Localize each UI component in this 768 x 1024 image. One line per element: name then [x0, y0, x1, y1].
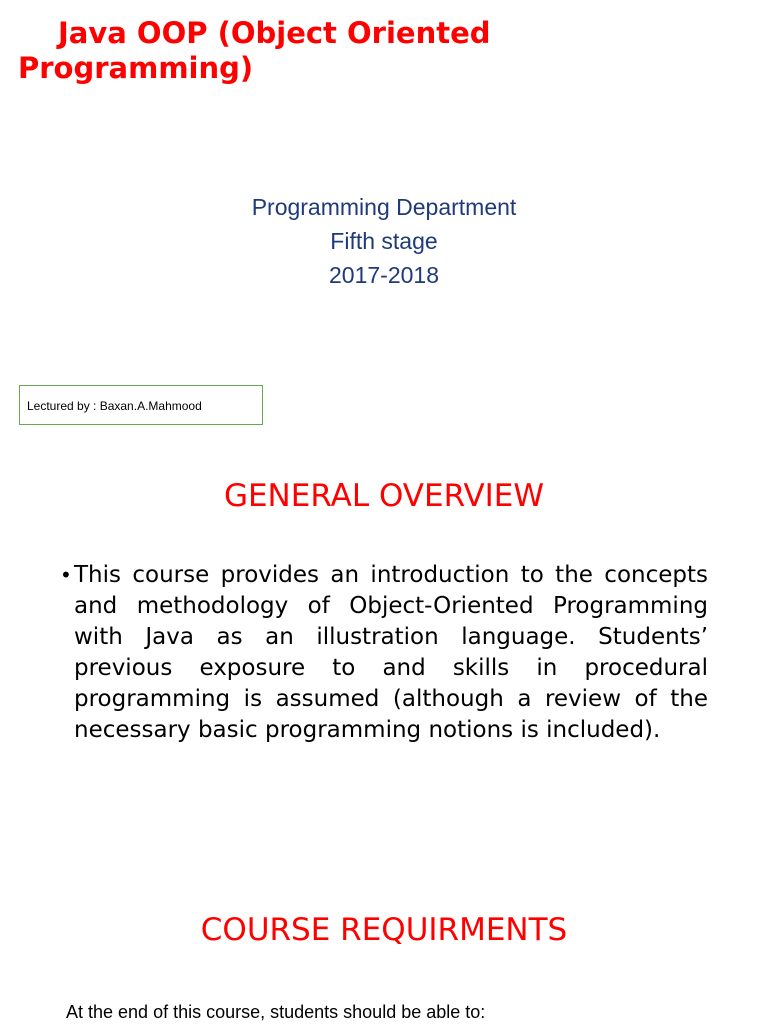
document-title [18, 16, 638, 86]
department-block [0, 190, 768, 292]
department-stage: Fifth stage [330, 228, 438, 254]
bullet-dot-icon: • [60, 563, 72, 587]
lecturer-box: Lectured by : Baxan.A.Mahmood [19, 385, 263, 425]
title-line-2: Programming) [18, 51, 254, 85]
overview-bullet [60, 560, 708, 746]
overview-heading: GENERAL OVERVIEW [223, 478, 545, 514]
overview-text: This course provides an introduction to the concepts and methodology of Object-Oriented Programming with Java as an illustration language. Students’ previous exposure to and skills in procedural programming is assumed (although a review of the necessary basic programming notions is included). [74, 562, 708, 743]
requirements-intro: At the end of this course, students should be able to: [66, 1002, 486, 1022]
requirements-heading: COURSE REQUIRMENTS [200, 912, 568, 948]
department-year: 2017-2018 [329, 262, 439, 288]
department-name: Programming Department [251, 194, 517, 220]
title-line-1: Java OOP (Object Oriented [58, 16, 491, 50]
